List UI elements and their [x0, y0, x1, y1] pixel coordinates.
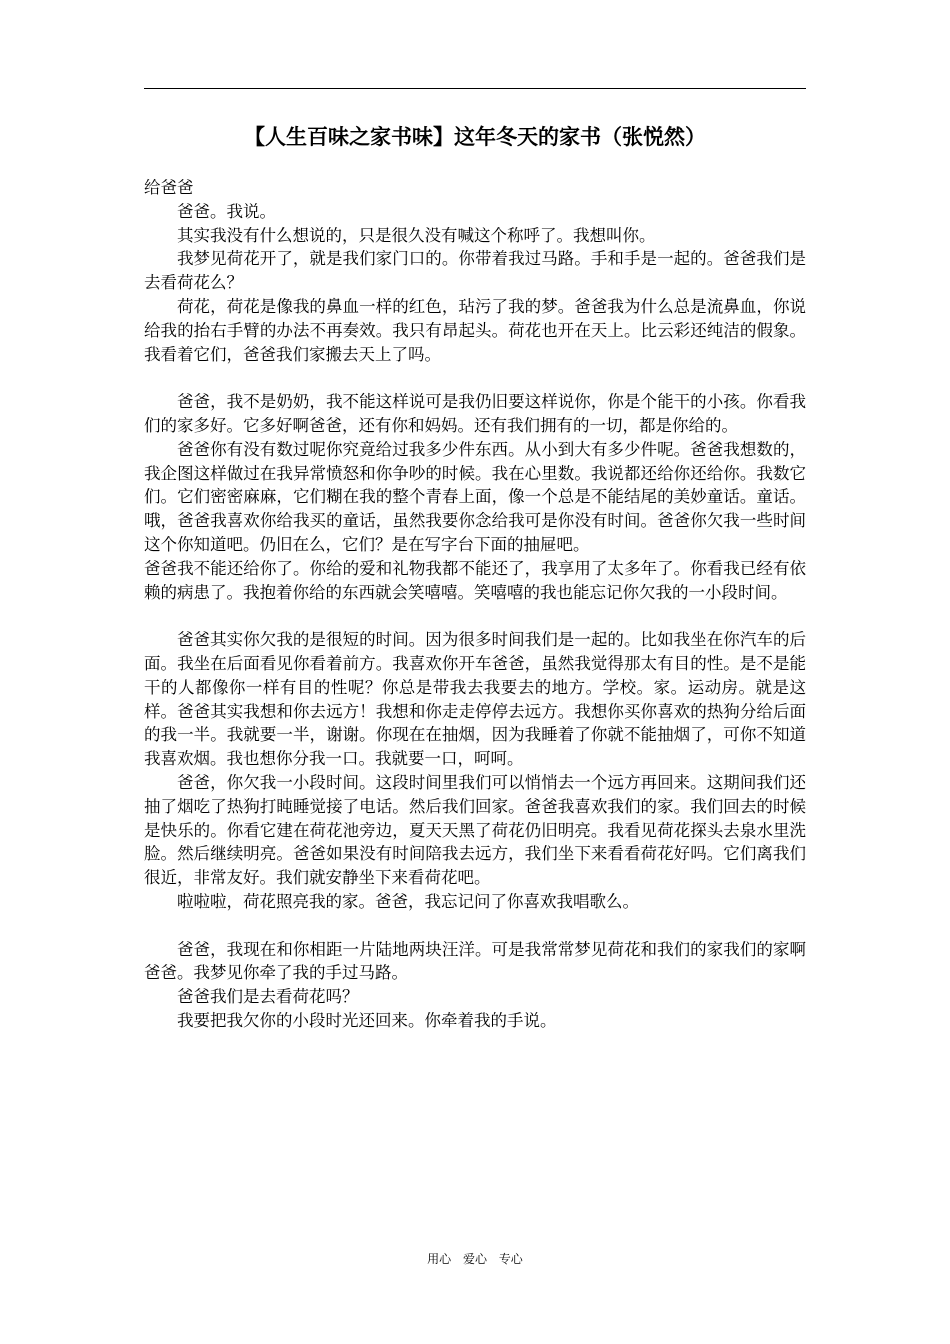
paragraph: 爸爸，我不是奶奶，我不能这样说可是我仍旧要这样说你，你是个能干的小孩。你看我们的家多好。它多好啊爸爸，还有你和妈妈。还有我们拥有的一切，都是你给的。 — [144, 392, 806, 435]
document-title: 【人生百味之家书味】这年冬天的家书（张悦然） — [244, 125, 706, 149]
blank-line — [144, 366, 806, 390]
paragraph: 其实我没有什么想说的，只是很久没有喊这个称呼了。我想叫你。 — [177, 225, 656, 245]
paragraph: 啦啦啦，荷花照亮我的家。爸爸，我忘记问了你喜欢我唱歌么。 — [177, 891, 639, 911]
paragraph: 爸爸你有没有数过呢你究竟给过我多少件东西。从小到大有多少件呢。爸爸我想数的，我企图这样做过在我异常愤怒和你争吵的时候。我在心里数。我说都还给你还给你。我数它们。它们密密麻麻，它们糊在我的整个青春上面，像一个总是不能结尾的美妙童话。童话。哦，爸爸我喜欢你给我买的童话，虽然我要你念给我可是你没有时间。爸爸你欠我一些时间这个你知道吧。仍旧在么，它们？是在写字台下面的抽屉吧。 — [144, 439, 806, 554]
paragraph: 爸爸我不能还给你了。你给的爱和礼物我都不能还了，我享用了太多年了。你看我已经有依赖的病患了。我抱着你给的东西就会笑嘻嘻。笑嘻嘻的我也能忘记你欠我的一小段时间。 — [144, 558, 806, 602]
paragraph: 爸爸我们是去看荷花吗？ — [177, 987, 359, 1007]
blank-line — [144, 604, 806, 628]
page-footer: 用心 爱心 专心 — [427, 1252, 523, 1266]
paragraph: 爸爸。我说。 — [177, 201, 276, 221]
paragraph: 爸爸，我现在和你相距一片陆地两块汪洋。可是我常常梦见荷花和我们的家我们的家啊爸爸。我梦见你牵了我的手过马路。 — [144, 939, 806, 983]
letter-body — [144, 176, 806, 1033]
paragraph: 我梦见荷花开了，就是我们家门口的。你带着我过马路。手和手是一起的。爸爸我们是去看荷花么？ — [144, 249, 806, 293]
paragraph: 爸爸其实你欠我的是很短的时间。因为很多时间我们是一起的。比如我坐在你汽车的后面。我坐在后面看见你看着前方。我喜欢你开车爸爸，虽然我觉得那太有目的性。是不是能干的人都像你一样有目的性呢？你总是带我去我要去的地方。学校。家。运动房。就是这样。爸爸其实我想和你去远方！我想和你走走停停去远方。我想你买你喜欢的热狗分给后面的我一半。我就要一半，谢谢。你现在在抽烟，因为我睡着了你就不能抽烟了，可你不知道我喜欢烟。我也想你分我一口。我就要一口，呵呵。 — [144, 630, 806, 769]
header-rule — [144, 88, 806, 89]
paragraph: 我要把我欠你的小段时光还回来。你牵着我的手说。 — [177, 1010, 557, 1030]
salutation: 给爸爸 — [144, 178, 194, 197]
paragraph: 爸爸，你欠我一小段时间。这段时间里我们可以悄悄去一个远方再回来。这期间我们还抽了烟吃了热狗打盹睡觉接了电话。然后我们回家。爸爸我喜欢我们的家。我们回去的时候是快乐的。你看它建在荷花池旁边，夏天天黑了荷花仍旧明亮。我看见荷花探头去泉水里洗脸。然后继续明亮。爸爸如果没有时间陪我去远方，我们坐下来看看荷花好吗。它们离我们很近，非常友好。我们就安静坐下来看荷花吧。 — [144, 772, 806, 888]
blank-line — [144, 914, 806, 938]
paragraph: 荷花，荷花是像我的鼻血一样的红色，玷污了我的梦。爸爸我为什么总是流鼻血，你说给我的抬右手臂的办法不再奏效。我只有昂起头。荷花也开在天上。比云彩还纯洁的假象。我看着它们，爸爸我们家搬去天上了吗。 — [144, 296, 806, 364]
